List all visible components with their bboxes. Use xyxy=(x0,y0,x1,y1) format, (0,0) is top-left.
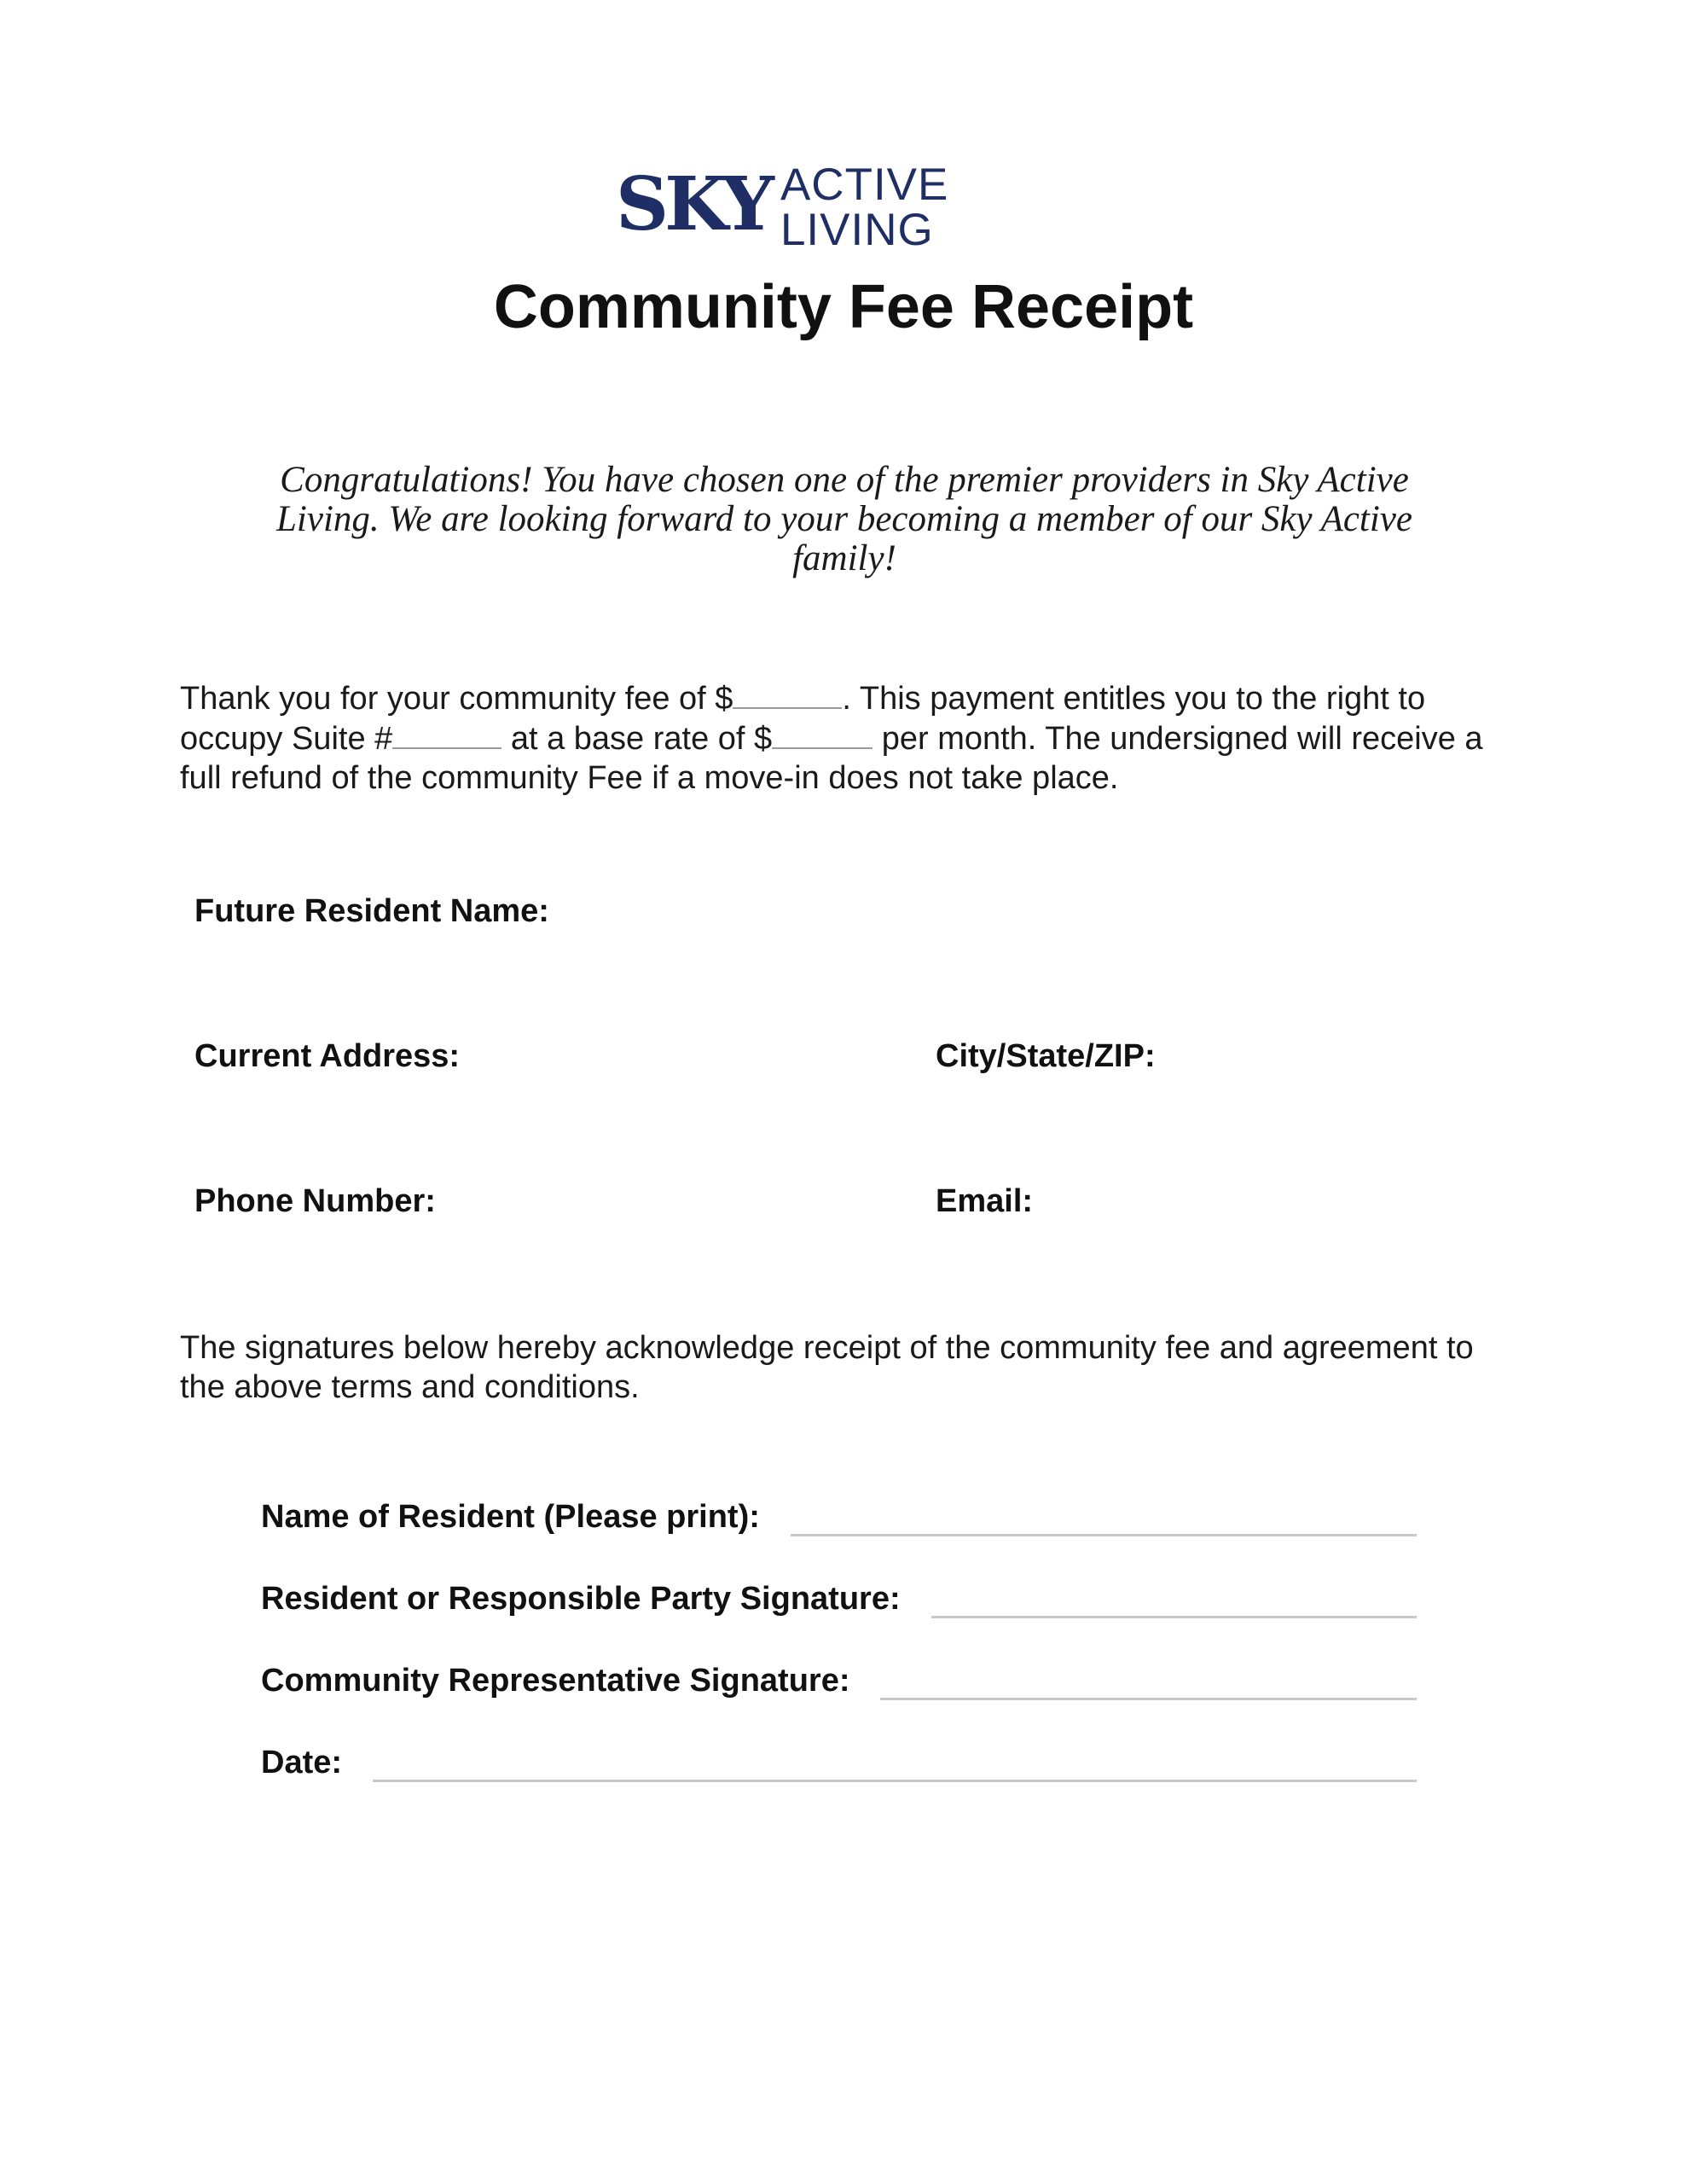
payment-paragraph xyxy=(180,678,1528,798)
company-logo xyxy=(616,158,1071,255)
payment-text-4: per month. The undersigned will receive a full refund of the community Fee if a move-in does not take place. xyxy=(180,721,1483,796)
representative-signature-label: Community Representative Signature: xyxy=(261,1663,850,1699)
current-address-label: Current Address: xyxy=(194,1038,461,1074)
date-label: Date: xyxy=(261,1745,343,1780)
resident-name-label: Name of Resident (Please print): xyxy=(261,1499,760,1535)
community-fee-blank[interactable] xyxy=(733,678,842,709)
resident-signature-label: Resident or Responsible Party Signature: xyxy=(261,1581,901,1617)
payment-text-1: Thank you for your community fee of $ xyxy=(180,681,733,717)
document-title: Community Fee Receipt xyxy=(493,273,1194,341)
payment-text-3: at a base rate of $ xyxy=(501,721,773,757)
suite-number-blank[interactable] xyxy=(392,718,501,749)
city-state-zip-label: City/State/ZIP: xyxy=(936,1038,1156,1074)
representative-signature-row xyxy=(261,1661,1417,1700)
intro-paragraph: Congratulations! You have chosen one of the premier providers in Sky Active Living. We are looking forward to your becoming a member of our Sky Active family! xyxy=(276,460,1412,578)
future-resident-name-label: Future Resident Name: xyxy=(194,893,549,929)
payment-text-2: . This payment entitles you to the right to occupy Suite # xyxy=(180,681,1426,757)
acknowledgement-paragraph: The signatures below hereby acknowledge receipt of the community fee and agreement to the above terms and conditions. xyxy=(180,1330,1474,1405)
resident-name-line[interactable] xyxy=(791,1500,1417,1536)
resident-name-row xyxy=(261,1497,1417,1536)
logo-tagline: ACTIVE LIVING xyxy=(780,160,949,255)
resident-signature-row xyxy=(261,1579,1417,1618)
base-rate-blank[interactable] xyxy=(772,718,872,749)
representative-signature-line[interactable] xyxy=(880,1664,1417,1700)
resident-signature-line[interactable] xyxy=(931,1582,1417,1618)
phone-number-label: Phone Number: xyxy=(194,1183,436,1219)
email-label: Email: xyxy=(936,1183,1034,1219)
date-row xyxy=(261,1743,1417,1782)
date-line[interactable] xyxy=(373,1745,1417,1782)
logo-brand: SKY xyxy=(616,161,770,247)
